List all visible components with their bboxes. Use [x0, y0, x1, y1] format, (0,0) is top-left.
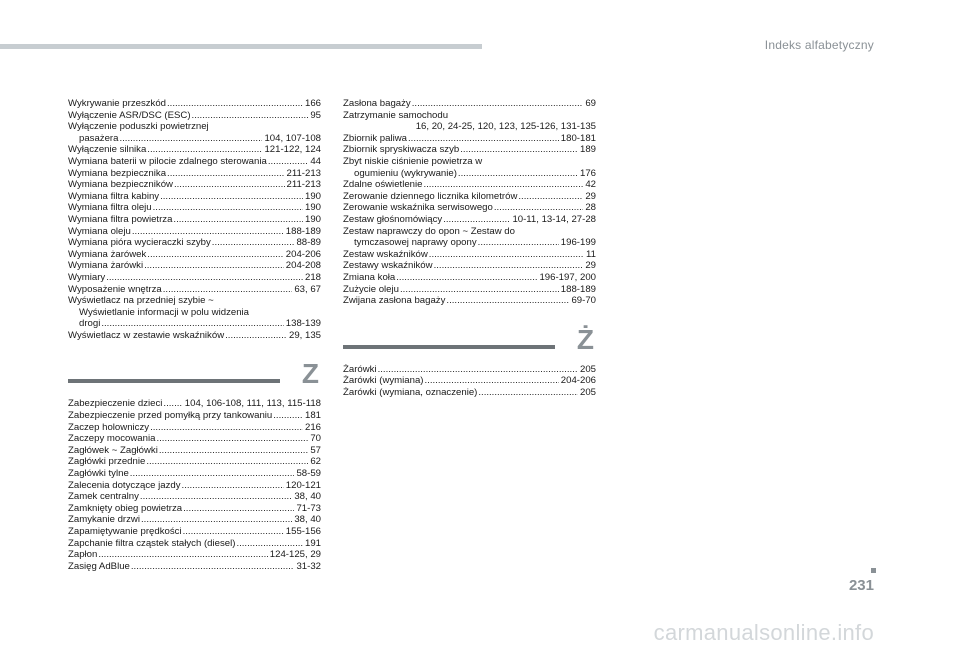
entry-name: Wymiana bezpiecznika [68, 167, 167, 179]
entry-name: Zalecenia dotyczące jazdy [68, 479, 181, 491]
index-entry [68, 503, 321, 515]
entry-name: ogumieniu (wykrywanie) [354, 167, 457, 179]
entry-pages: 204-206 [285, 248, 321, 260]
index-entry [343, 110, 596, 122]
entry-pages: 16, 20, 24-25, 120, 123, 125-126, 131-135 [415, 121, 596, 133]
index-entry [68, 284, 321, 296]
leader-dots [130, 468, 295, 480]
leader-dots [167, 168, 284, 180]
index-entry [68, 260, 321, 272]
index-entry [68, 179, 321, 191]
index-entry [343, 214, 596, 226]
entry-pages: 138-139 [285, 318, 321, 330]
leader-dots [396, 272, 537, 284]
index-entry [68, 168, 321, 180]
index-entry [68, 514, 321, 526]
entry-name: Wymiana pióra wycieraczki szyby [68, 237, 211, 249]
leader-dots [443, 214, 510, 226]
index-entry [68, 330, 321, 342]
entry-name: Zaczep holowniczy [68, 421, 150, 433]
letter-z: Z [301, 358, 319, 390]
entry-name: Żarówki (wymiana) [343, 375, 424, 387]
index-entry [68, 307, 321, 319]
leader-dots [494, 202, 583, 214]
leader-dots [225, 330, 287, 342]
entry-pages: 188-189 [285, 225, 321, 237]
entry-name: Zabezpieczenie przed pomyłką przy tankowaniu [68, 410, 273, 422]
leader-dots [460, 144, 578, 156]
entry-name: Wymiana baterii w pilocie zdalnego sterowania [68, 155, 267, 167]
entry-pages: 57 [310, 444, 321, 456]
leader-dots [174, 179, 285, 191]
leader-dots [167, 98, 303, 110]
index-entry [68, 249, 321, 261]
index-entry [68, 561, 321, 573]
entry-pages: 69 [585, 98, 596, 109]
leader-dots [400, 284, 559, 296]
entry-name: Zestaw naprawczy do opon ~ Zestaw do [343, 225, 515, 237]
entry-pages: 120-121 [285, 479, 321, 491]
entry-pages: 180-181 [560, 132, 596, 144]
index-entry [68, 156, 321, 168]
leader-dots [163, 398, 182, 410]
entry-name: Wymiana filtra powietrza [68, 213, 173, 225]
entry-pages: 190 [304, 213, 321, 225]
entry-name: pasażera [79, 132, 119, 144]
index-entry [68, 410, 321, 422]
leader-dots [132, 226, 284, 238]
entry-name: Zmiana koła [343, 271, 396, 283]
entry-name: Zabezpieczenie dzieci [68, 398, 163, 410]
entry-name: Wyświetlacz na przedniej szybie ~ [68, 295, 214, 307]
index-entry [343, 375, 596, 387]
index-entry [68, 445, 321, 457]
entry-pages: 216 [304, 421, 321, 433]
entry-name: Zagłówek ~ Zagłówki [68, 444, 158, 456]
leader-dots [153, 202, 303, 214]
index-group-z [68, 398, 321, 572]
entry-pages: 211-213 [286, 167, 321, 179]
entry-name: Zaczepy mocowania [68, 433, 156, 445]
index-entry [68, 433, 321, 445]
index-group-w [68, 98, 321, 341]
leader-dots [159, 445, 308, 457]
index-entry [343, 364, 596, 376]
index-entry [68, 133, 321, 145]
index-entry [343, 249, 596, 261]
letter-heading-z [68, 356, 321, 396]
entry-name: Zbyt niskie ciśnienie powietrza w [343, 155, 483, 167]
entry-name: Zamek centralny [68, 491, 139, 503]
index-entry [68, 549, 321, 561]
index-entry [68, 98, 321, 110]
leader-dots [212, 237, 295, 249]
entry-pages: 196-197, 200 [539, 271, 596, 283]
entry-name: Zużycie oleju [343, 283, 399, 295]
entry-name: Wymiana bezpieczników [68, 179, 173, 191]
page-marker [871, 568, 876, 573]
index-entry [343, 144, 596, 156]
entry-name: Zdalne oświetlenie [343, 179, 423, 191]
entry-pages: 211-213 [286, 179, 321, 191]
index-entry [68, 121, 321, 133]
entry-pages: 63, 67 [294, 283, 321, 295]
letter-zz: Ż [576, 323, 594, 355]
entry-name: Wyłączenie silnika [68, 144, 147, 156]
entry-pages: 176 [579, 167, 596, 179]
entry-name: Wymiary [68, 271, 106, 283]
index-entry [343, 133, 596, 145]
index-group-z-continued [343, 98, 596, 307]
leader-dots [173, 214, 303, 226]
entry-pages: 204-206 [560, 375, 596, 387]
index-entry [68, 526, 321, 538]
entry-name: Wymiana żarówki [68, 260, 144, 272]
entry-pages: 196-199 [560, 237, 596, 249]
entry-pages: 155-156 [285, 526, 321, 537]
leader-dots [150, 422, 303, 434]
index-entry [68, 214, 321, 226]
entry-pages: 190 [304, 190, 321, 202]
entry-name: tymczasowej naprawy opony [354, 237, 477, 249]
entry-name: Zamknięty obieg powietrza [68, 502, 183, 514]
index-entry [68, 191, 321, 203]
entry-name: Wyświetlanie informacji w polu widzenia [79, 306, 250, 318]
index-entry [343, 202, 596, 214]
entry-pages: 31-32 [296, 560, 321, 572]
index-entry [343, 121, 596, 133]
entry-name: Zestawy wskaźników [343, 260, 433, 272]
leader-dots [144, 260, 284, 272]
entry-name: Wyłączenie poduszki powietrznej [68, 121, 209, 133]
entry-pages: 29 [585, 260, 596, 272]
leader-dots [163, 284, 293, 296]
entry-name: drogi [79, 318, 101, 330]
entry-name: Zbiornik spryskiwacza szyb [343, 144, 460, 156]
leader-dots [423, 179, 583, 191]
leader-dots [458, 168, 578, 180]
leader-dots [478, 237, 559, 249]
entry-pages: 190 [304, 202, 321, 214]
entry-name: Zestaw głośnomówiący [343, 213, 443, 225]
leader-dots [119, 133, 262, 145]
entry-pages: 70 [310, 433, 321, 445]
entry-pages: 62 [310, 456, 321, 468]
index-entry [343, 179, 596, 191]
leader-dots [192, 110, 309, 122]
entry-pages: 29, 135 [288, 329, 321, 341]
leader-dots [378, 364, 578, 376]
leader-dots [101, 318, 283, 330]
entry-name: Wymiana oleju [68, 225, 131, 237]
entry-name: Zerowanie wskaźnika serwisowego [343, 202, 493, 214]
entry-pages: 181 [304, 410, 321, 422]
entry-name: Zasłona bagaży [343, 98, 411, 109]
entry-pages: 104, 107-108 [264, 132, 321, 144]
entry-pages: 38, 40 [294, 491, 321, 503]
entry-name: Wymiana żarówek [68, 248, 147, 260]
entry-name: Zagłówki przednie [68, 456, 146, 468]
letter-rule [343, 345, 555, 349]
entry-name: Zamykanie drzwi [68, 514, 140, 526]
index-entry [68, 226, 321, 238]
index-entry [343, 98, 596, 110]
index-entry [343, 284, 596, 296]
entry-pages: 38, 40 [294, 514, 321, 526]
entry-pages: 69-70 [571, 295, 596, 307]
leader-dots [160, 191, 303, 203]
index-entry [68, 295, 321, 307]
entry-name: Zagłówki tylne [68, 468, 129, 480]
entry-pages: 28 [585, 202, 596, 214]
entry-pages: 104, 106-108, 111, 113, 115-118 [184, 398, 321, 410]
index-entry [68, 144, 321, 156]
leader-dots [147, 249, 283, 261]
entry-name: Zbiornik paliwa [343, 132, 407, 144]
index-group-zz [343, 364, 596, 399]
entry-pages: 205 [579, 363, 596, 375]
index-entry [343, 237, 596, 249]
entry-pages: 29 [585, 190, 596, 202]
leader-dots [156, 433, 308, 445]
entry-name: Wyposażenie wnętrza [68, 283, 162, 295]
entry-name: Wyłączenie ASR/DSC (ESC) [68, 109, 191, 121]
leader-dots [446, 295, 569, 307]
index-entry [68, 237, 321, 249]
entry-pages: 189 [579, 144, 596, 156]
leader-dots [182, 480, 284, 492]
letter-heading-zz [343, 322, 596, 362]
entry-pages: 188-189 [560, 283, 596, 295]
entry-pages: 166 [304, 98, 321, 109]
index-entry [68, 480, 321, 492]
entry-name: Zwijana zasłona bagaży [343, 295, 446, 307]
index-entry [68, 110, 321, 122]
index-entry [343, 272, 596, 284]
entry-name: Zapłon [68, 549, 98, 561]
leader-dots [106, 272, 303, 284]
leader-dots [140, 491, 292, 503]
entry-pages: 42 [585, 179, 596, 191]
entry-pages: 58-59 [296, 468, 321, 480]
entry-name: Zasięg AdBlue [68, 560, 130, 572]
index-entry [68, 491, 321, 503]
index-entry [68, 272, 321, 284]
entry-pages: 205 [579, 386, 596, 398]
leader-dots [141, 514, 292, 526]
entry-pages: 191 [304, 537, 321, 549]
index-entry [343, 191, 596, 203]
index-entry [343, 295, 596, 307]
entry-name: Żarówki (wymiana, oznaczenie) [343, 386, 478, 398]
leader-dots [183, 503, 294, 515]
leader-dots [478, 387, 578, 399]
index-entry [68, 538, 321, 550]
index-column-right [343, 98, 596, 398]
header-rule [0, 44, 482, 49]
entry-pages: 121-122, 124 [264, 144, 321, 156]
section-title: Indeks alfabetyczny [764, 38, 874, 52]
leader-dots [408, 133, 559, 145]
entry-pages: 95 [310, 109, 321, 121]
index-entry [343, 168, 596, 180]
index-entry [68, 456, 321, 468]
entry-name: Wymiana filtra oleju [68, 202, 152, 214]
letter-rule [68, 379, 280, 383]
index-entry [68, 468, 321, 480]
entry-name: Wyświetlacz w zestawie wskaźników [68, 329, 225, 341]
entry-name: Zapchanie filtra cząstek stałych (diesel) [68, 537, 236, 549]
leader-dots [425, 375, 559, 387]
entry-pages: 204-208 [285, 260, 321, 272]
leader-dots [183, 526, 284, 538]
leader-dots [146, 456, 308, 468]
entry-pages: 218 [304, 271, 321, 283]
entry-name: Zerowanie dziennego licznika kilometrów [343, 190, 518, 202]
index-entry [68, 422, 321, 434]
leader-dots [518, 191, 583, 203]
entry-name: Wykrywanie przeszkód [68, 98, 167, 109]
leader-dots [273, 410, 303, 422]
index-entry [68, 202, 321, 214]
entry-pages: 71-73 [296, 502, 321, 514]
index-entry [343, 156, 596, 168]
index-entry [68, 318, 321, 330]
index-column-left [68, 98, 321, 572]
entry-pages: 124-125, 29 [269, 549, 321, 561]
index-entry [343, 260, 596, 272]
leader-dots [131, 561, 295, 573]
index-entry [68, 398, 321, 410]
leader-dots [429, 249, 584, 261]
watermark: carmanualsonline.info [653, 620, 874, 645]
entry-pages: 44 [310, 155, 321, 167]
entry-name: Wymiana filtra kabiny [68, 190, 160, 202]
leader-dots [268, 156, 309, 168]
entry-pages: 11 [586, 248, 596, 260]
entry-pages: 10-11, 13-14, 27-28 [512, 213, 596, 225]
index-entry [343, 387, 596, 399]
entry-name: Zatrzymanie samochodu [343, 109, 449, 121]
leader-dots [236, 538, 303, 550]
entry-name: Żarówki [343, 363, 377, 375]
leader-dots [98, 549, 267, 561]
page-number: 231 [848, 577, 874, 594]
leader-dots [412, 98, 584, 110]
leader-dots [434, 260, 584, 272]
entry-name: Zapamiętywanie prędkości [68, 526, 182, 537]
entry-pages: 88-89 [296, 237, 321, 249]
index-entry [343, 226, 596, 238]
leader-dots [147, 144, 262, 156]
entry-name: Zestaw wskaźników [343, 248, 428, 260]
